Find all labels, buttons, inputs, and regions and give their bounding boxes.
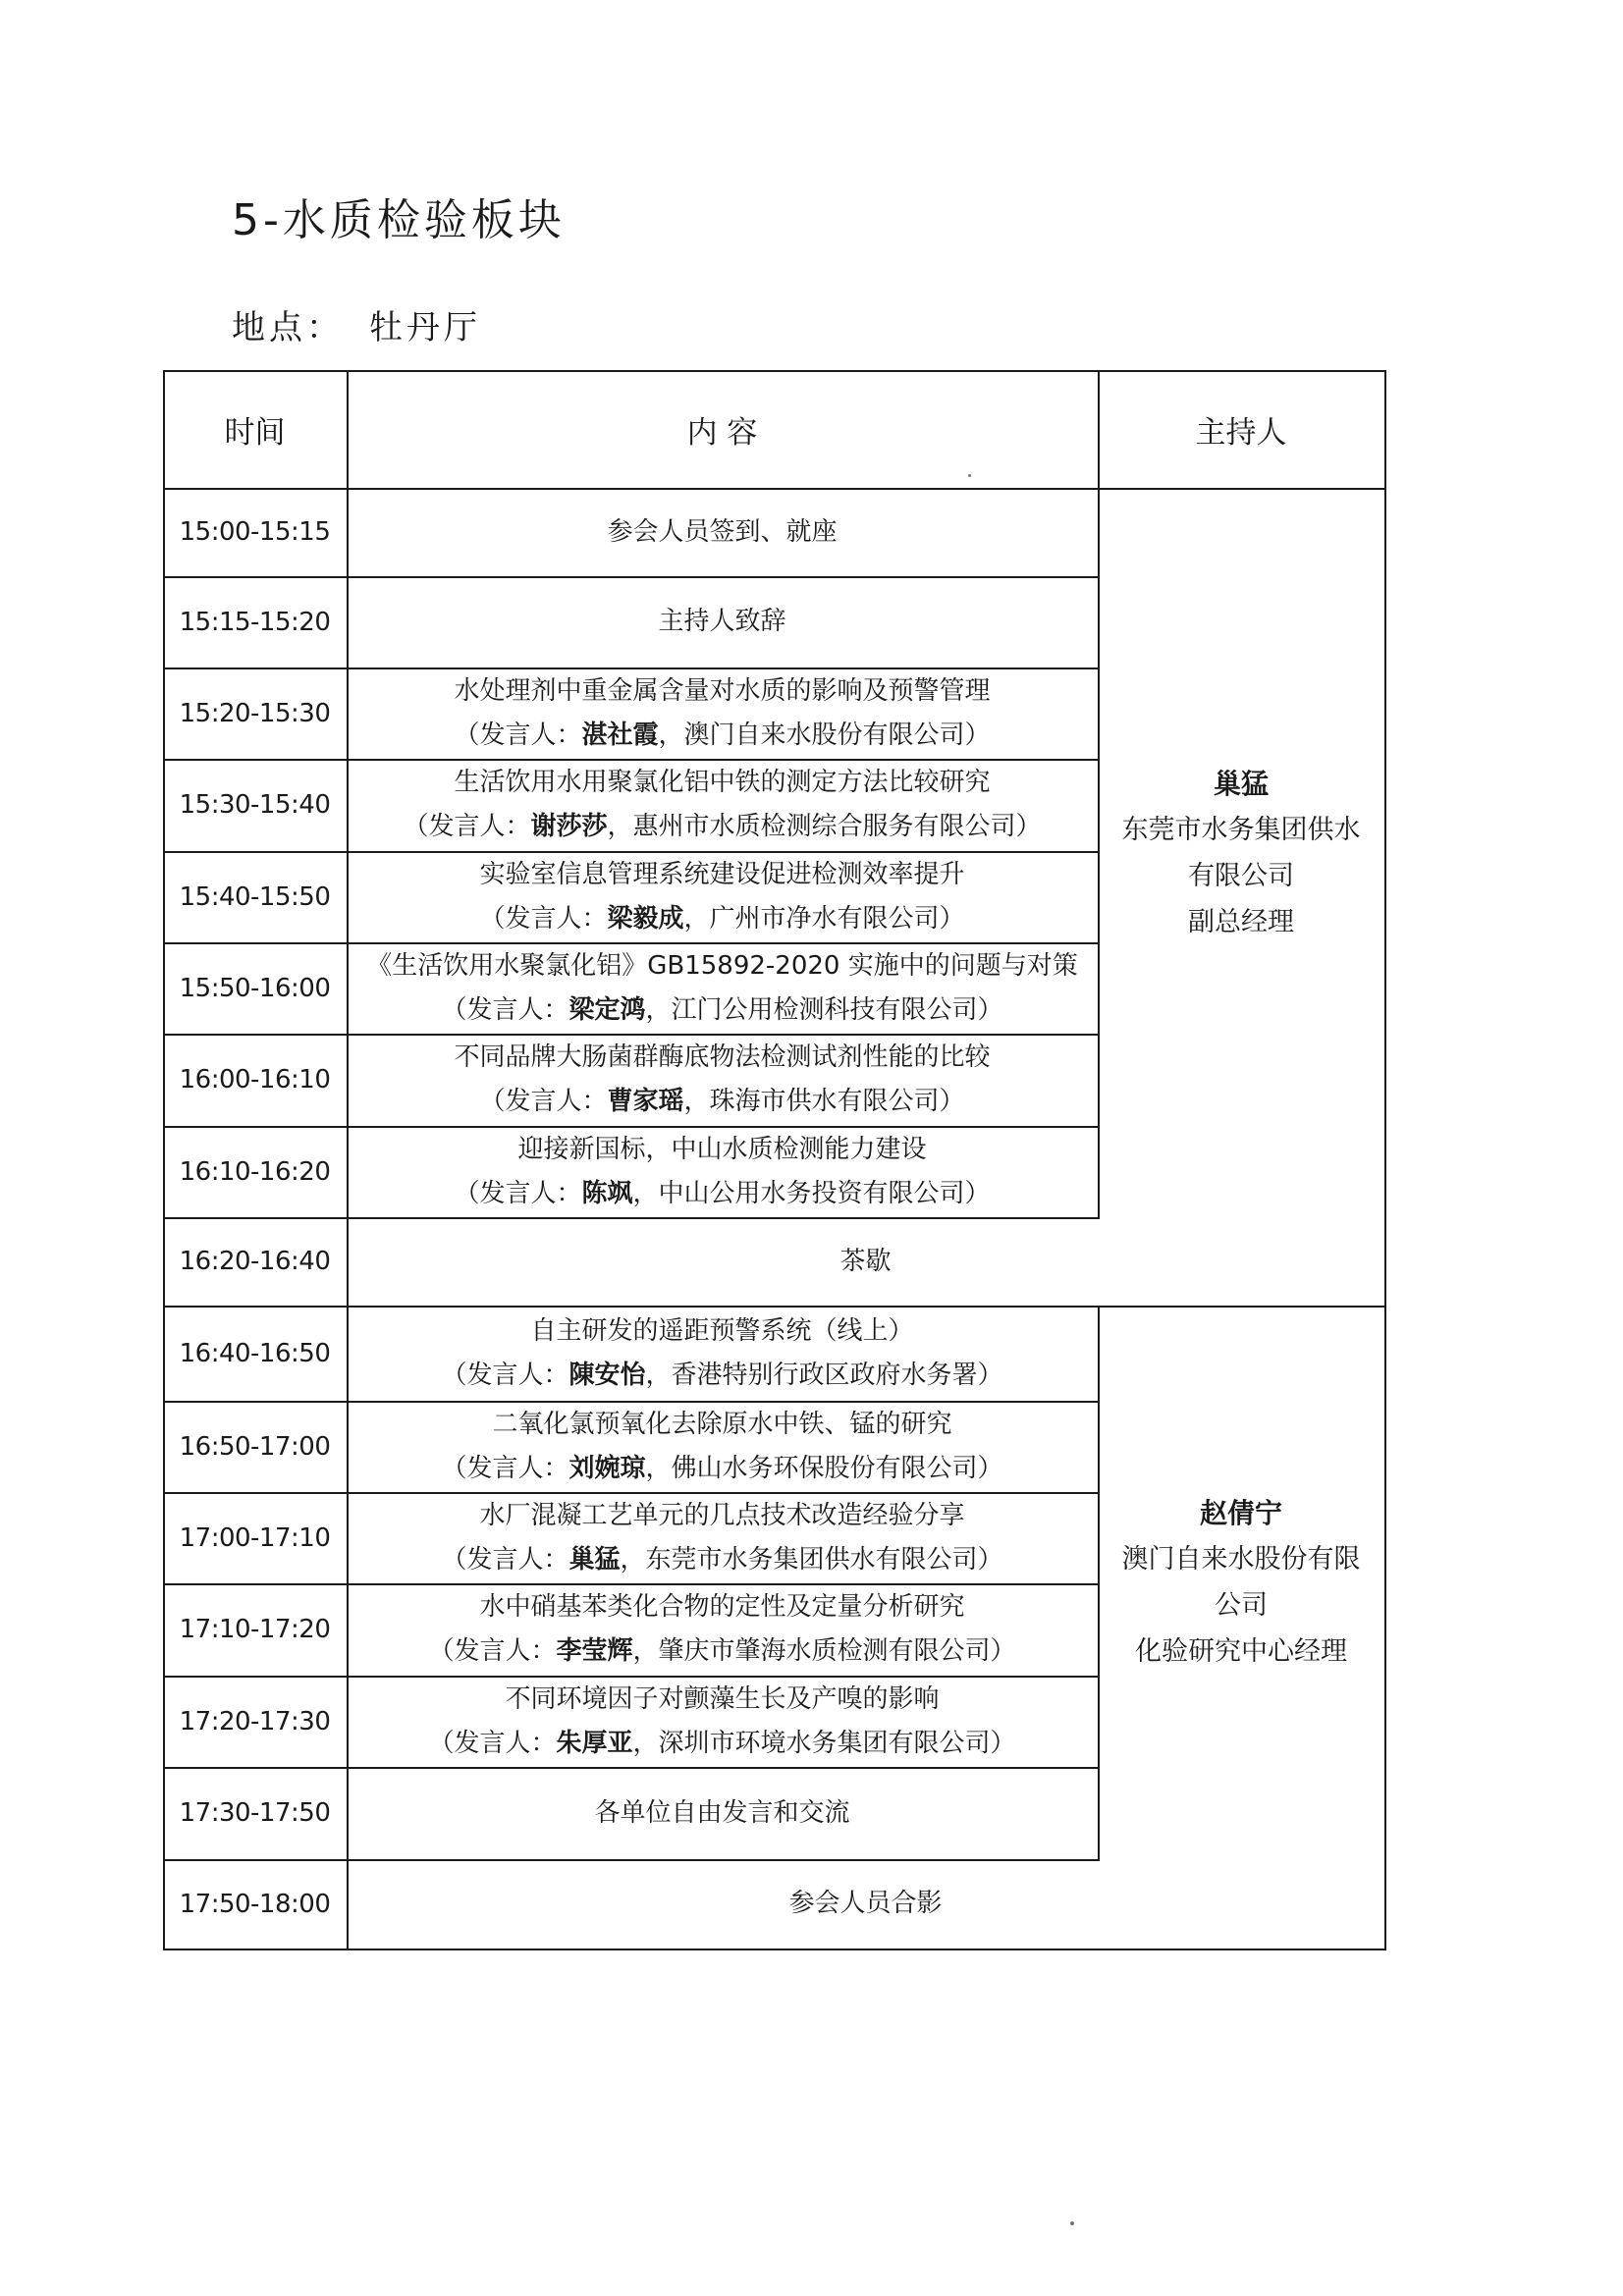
table-rule [1384, 370, 1386, 1950]
topic-text: 水厂混凝工艺单元的几点技术改造经验分享 [479, 1500, 965, 1530]
content-cell [347, 1492, 1098, 1583]
speaker-name: 陳安怡 [568, 1360, 646, 1390]
topic-text: 自主研发的遥距预警系统（线上） [530, 1315, 914, 1346]
topic-text: 实验室信息管理系统建设促进检测效率提升 [479, 859, 965, 889]
speaker-prefix: （发言人： [479, 903, 608, 934]
content-cell [347, 576, 1098, 667]
time-cell: 15:50-16:00 [179, 973, 331, 1003]
speaker-line [441, 988, 1002, 1033]
content-cell [347, 1306, 1098, 1401]
time-cell: 15:30-15:40 [179, 790, 331, 820]
speaker-name: 曹家瑶 [607, 1087, 684, 1116]
content-cell [347, 942, 1098, 1034]
host-org: 澳门自来水股份有限 [1121, 1544, 1361, 1575]
speaker-line [441, 1538, 1002, 1582]
content-cell [347, 1676, 1098, 1767]
topic-text: 不同品牌大肠菌群酶底物法检测试剂性能的比较 [454, 1042, 991, 1072]
speaker-name: 湛社霞 [581, 720, 659, 750]
content-cell [347, 488, 1098, 576]
content-cell [347, 759, 1098, 851]
speaker-org: ，珠海市供水有限公司） [683, 1087, 965, 1116]
time-cell: 17:10-17:20 [179, 1615, 331, 1644]
time-cell: 16:00-16:10 [179, 1065, 331, 1095]
host-name: 巢猛 [1213, 767, 1269, 800]
time-cell: 17:30-17:50 [179, 1798, 331, 1828]
speaker-line [454, 714, 990, 758]
scan-speck [968, 474, 971, 477]
time-cell: 16:20-16:40 [179, 1247, 331, 1276]
speaker-name: 巢猛 [568, 1544, 621, 1575]
time-cell: 16:10-16:20 [179, 1156, 331, 1187]
table-rule [1098, 370, 1100, 490]
host-title: 化验研究中心经理 [1135, 1636, 1347, 1667]
speaker-line [479, 897, 964, 941]
speaker-org: ，澳门自来水股份有限公司） [658, 720, 991, 750]
topic-text: 生活饮用水用聚氯化铝中铁的测定方法比较研究 [454, 768, 991, 797]
speaker-org: ，肇庆市肇海水质检测有限公司） [632, 1636, 1016, 1666]
host-org: 有限公司 [1188, 860, 1294, 891]
speaker-line [441, 1447, 1002, 1491]
time-cell: 16:40-16:50 [179, 1338, 331, 1368]
speaker-line [441, 1354, 1002, 1398]
topic-text: 各单位自由发言和交流 [594, 1797, 850, 1828]
speaker-name: 朱厚亚 [556, 1728, 633, 1758]
speaker-org: ，佛山水务环保股份有限公司） [645, 1453, 1003, 1483]
scan-speck [1070, 2221, 1074, 2225]
content-cell [347, 1767, 1098, 1859]
speaker-line [428, 1629, 1015, 1674]
topic-text: 二氧化氯预氧化去除原水中铁、锰的研究 [492, 1409, 952, 1439]
speaker-line [403, 805, 1041, 849]
speaker-prefix: （发言人： [441, 1453, 569, 1483]
speaker-name: 陈飒 [581, 1178, 633, 1208]
speaker-name: 谢莎莎 [530, 812, 608, 841]
host-cell [1098, 1306, 1384, 1859]
topic-text: 参会人员合影 [788, 1889, 943, 1918]
time-cell: 16:50-17:00 [179, 1431, 331, 1462]
time-cell: 15:00-15:15 [179, 517, 331, 547]
speaker-org: ，惠州市水质检测综合服务有限公司） [607, 812, 1042, 841]
host-name: 赵倩宁 [1199, 1497, 1282, 1529]
topic-text: 不同环境因子对颤藻生长及产嗅的影响 [505, 1683, 940, 1714]
speaker-name: 梁毅成 [607, 903, 684, 934]
speaker-prefix: （发言人： [441, 994, 569, 1025]
speaker-name: 刘婉琼 [568, 1453, 646, 1483]
speaker-prefix: （发言人： [403, 812, 531, 841]
time-cell: 15:40-15:50 [179, 881, 331, 912]
header-time: 时间 [224, 414, 286, 451]
host-cell [1098, 488, 1384, 1217]
speaker-prefix: （发言人： [441, 1544, 569, 1575]
header-host: 主持人 [1195, 414, 1287, 451]
host-title: 副总经理 [1188, 906, 1294, 937]
content-cell [347, 667, 1098, 759]
speaker-line [479, 1080, 964, 1124]
content-cell [347, 851, 1098, 942]
time-cell: 17:50-18:00 [179, 1889, 331, 1919]
table-rule [163, 1949, 1386, 1950]
speaker-prefix: （发言人： [428, 1728, 557, 1758]
speaker-org: ，深圳市环境水务集团有限公司） [632, 1728, 1016, 1758]
content-cell [347, 1034, 1098, 1126]
speaker-org: ，广州市净水有限公司） [683, 903, 965, 934]
content-cell [347, 1583, 1098, 1676]
speaker-name: 李莹辉 [556, 1636, 633, 1666]
speaker-name: 梁定鸿 [568, 994, 646, 1025]
time-cell: 15:20-15:30 [179, 698, 331, 728]
host-org: 公司 [1215, 1590, 1268, 1621]
content-cell [347, 1126, 1098, 1217]
host-org: 东莞市水务集团供水 [1121, 814, 1361, 845]
topic-text: 主持人致辞 [658, 607, 786, 636]
speaker-org: ，香港特别行政区政府水务署） [645, 1360, 1003, 1390]
content-cell [347, 1859, 1384, 1949]
topic-text: 《生活饮用水聚氯化铝》GB15892-2020 实施中的问题与对策 [366, 950, 1078, 981]
speaker-org: ，东莞市水务集团供水有限公司） [620, 1544, 1003, 1575]
speaker-prefix: （发言人： [454, 1178, 582, 1208]
content-cell [347, 1401, 1098, 1492]
header-content: 内 容 [686, 414, 758, 451]
venue-value: 牡丹厅 [369, 308, 481, 347]
time-cell: 17:00-17:10 [179, 1522, 331, 1553]
topic-text: 水中硝基苯类化合物的定性及定量分析研究 [479, 1592, 965, 1622]
time-cell: 15:15-15:20 [179, 607, 331, 637]
speaker-prefix: （发言人： [454, 720, 582, 750]
topic-text: 参会人员签到、就座 [607, 516, 838, 547]
topic-text: 迎接新国标，中山水质检测能力建设 [517, 1134, 927, 1164]
page-title: 5-水质检验板块 [232, 195, 566, 245]
speaker-line [428, 1722, 1015, 1766]
speaker-org: ，中山公用水务投资有限公司） [632, 1178, 991, 1208]
speaker-prefix: （发言人： [441, 1360, 569, 1390]
speaker-prefix: （发言人： [479, 1087, 608, 1116]
venue-label: 地点： [232, 308, 344, 347]
speaker-line [454, 1172, 990, 1216]
topic-text: 水处理剂中重金属含量对水质的影响及预警管理 [454, 675, 991, 706]
speaker-prefix: （发言人： [428, 1636, 557, 1666]
topic-text: 茶歇 [839, 1246, 892, 1276]
time-cell: 17:20-17:30 [179, 1706, 331, 1736]
speaker-org: ，江门公用检测科技有限公司） [645, 994, 1003, 1025]
content-cell [347, 1217, 1384, 1306]
